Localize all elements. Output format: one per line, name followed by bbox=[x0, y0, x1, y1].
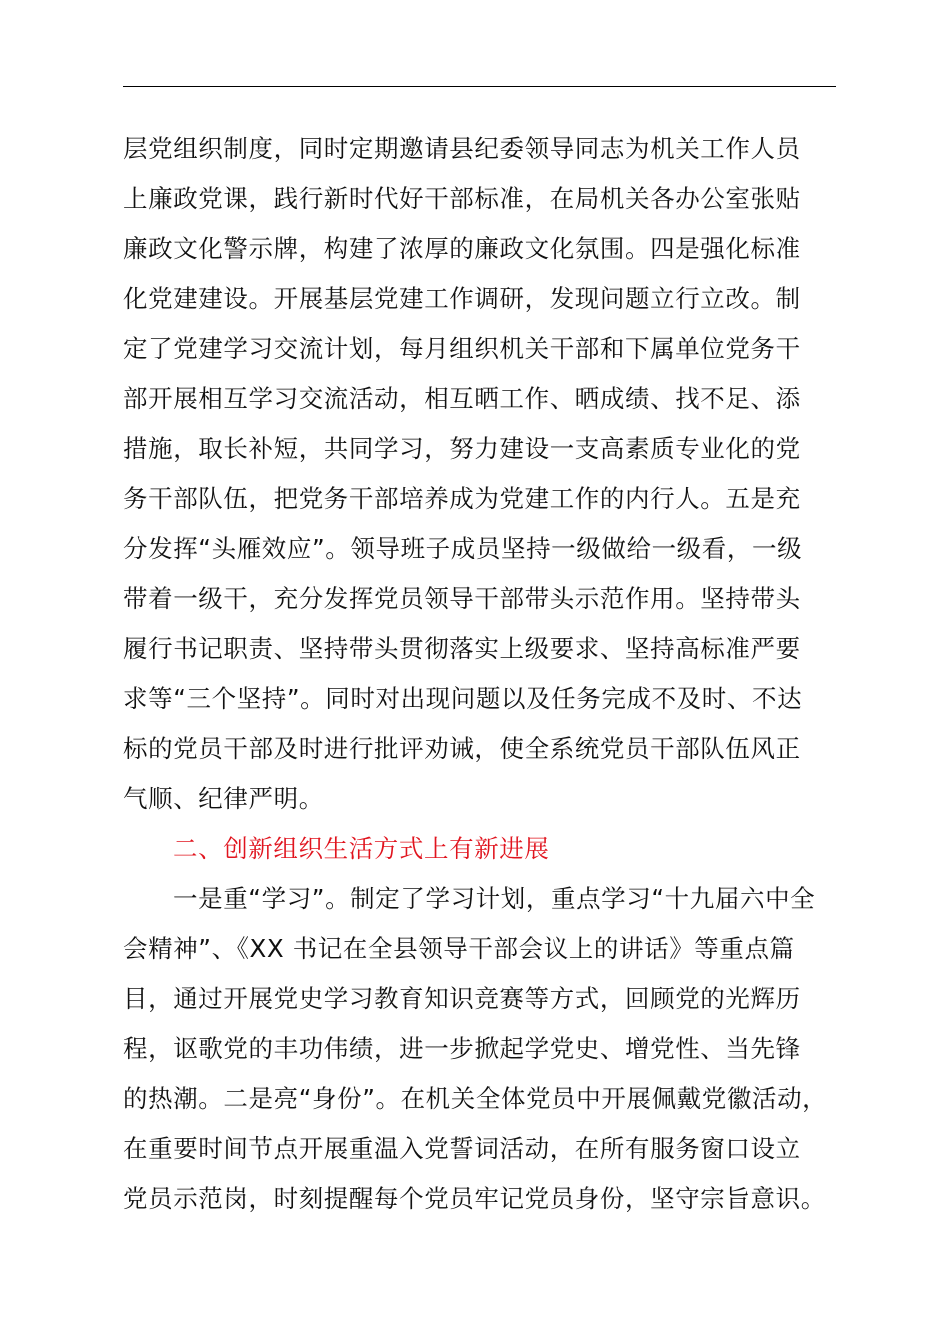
paragraph-line: 程，讴歌党的丰功伟绩，进一步掀起学党史、增党性、当先锋 bbox=[123, 1034, 801, 1063]
paragraph-line: 上廉政党课，践行新时代好干部标准，在局机关各办公室张贴 bbox=[123, 184, 801, 213]
header-rule bbox=[123, 86, 836, 87]
paragraph-line: 会精神”、《XX 书记在全县领导干部会议上的讲话》等重点篇 bbox=[123, 934, 795, 963]
paragraph-line: 化党建建设。开展基层党建工作调研，发现问题立行立改。制 bbox=[123, 284, 801, 313]
paragraph-line: 分发挥“头雁效应”。领导班子成员坚持一级做给一级看，一级 bbox=[123, 534, 803, 563]
paragraph-line: 的热潮。二是亮“身份”。在机关全体党员中开展佩戴党徽活动， bbox=[123, 1084, 828, 1113]
paragraph-line: 气顺、纪律严明。 bbox=[123, 784, 324, 813]
paragraph-line: 层党组织制度，同时定期邀请县纪委领导同志为机关工作人员 bbox=[123, 134, 801, 163]
paragraph-line: 在重要时间节点开展重温入党誓词活动，在所有服务窗口设立 bbox=[123, 1134, 801, 1163]
paragraph-line: 措施，取长补短，共同学习，努力建设一支高素质专业化的党 bbox=[123, 434, 801, 463]
paragraph-line: 务干部队伍，把党务干部培养成为党建工作的内行人。五是充 bbox=[123, 484, 801, 513]
paragraph-line: 部开展相互学习交流活动，相互晒工作、晒成绩、找不足、添 bbox=[123, 384, 801, 413]
paragraph-line: 带着一级干，充分发挥党员领导干部带头示范作用。坚持带头 bbox=[123, 584, 801, 613]
section-heading: 二、创新组织生活方式上有新进展 bbox=[173, 834, 550, 863]
paragraph-line: 定了党建学习交流计划，每月组织机关干部和下属单位党务干 bbox=[123, 334, 801, 363]
body-text bbox=[123, 124, 863, 1224]
paragraph-line: 党员示范岗，时刻提醒每个党员牢记党员身份，坚守宗旨意识。 bbox=[123, 1184, 826, 1213]
paragraph-line: 标的党员干部及时进行批评劝诫，使全系统党员干部队伍风正 bbox=[123, 734, 801, 763]
paragraph-line: 求等“三个坚持”。同时对出现问题以及任务完成不及时、不达 bbox=[123, 684, 803, 713]
paragraph-line: 履行书记职责、坚持带头贯彻落实上级要求、坚持高标准严要 bbox=[123, 634, 801, 663]
paragraph-line: 目，通过开展党史学习教育知识竞赛等方式，回顾党的光辉历 bbox=[123, 984, 801, 1013]
paragraph-line: 一是重“学习”。制定了学习计划，重点学习“十九届六中全 bbox=[173, 884, 816, 913]
paragraph-line: 廉政文化警示牌，构建了浓厚的廉政文化氛围。四是强化标准 bbox=[123, 234, 801, 263]
